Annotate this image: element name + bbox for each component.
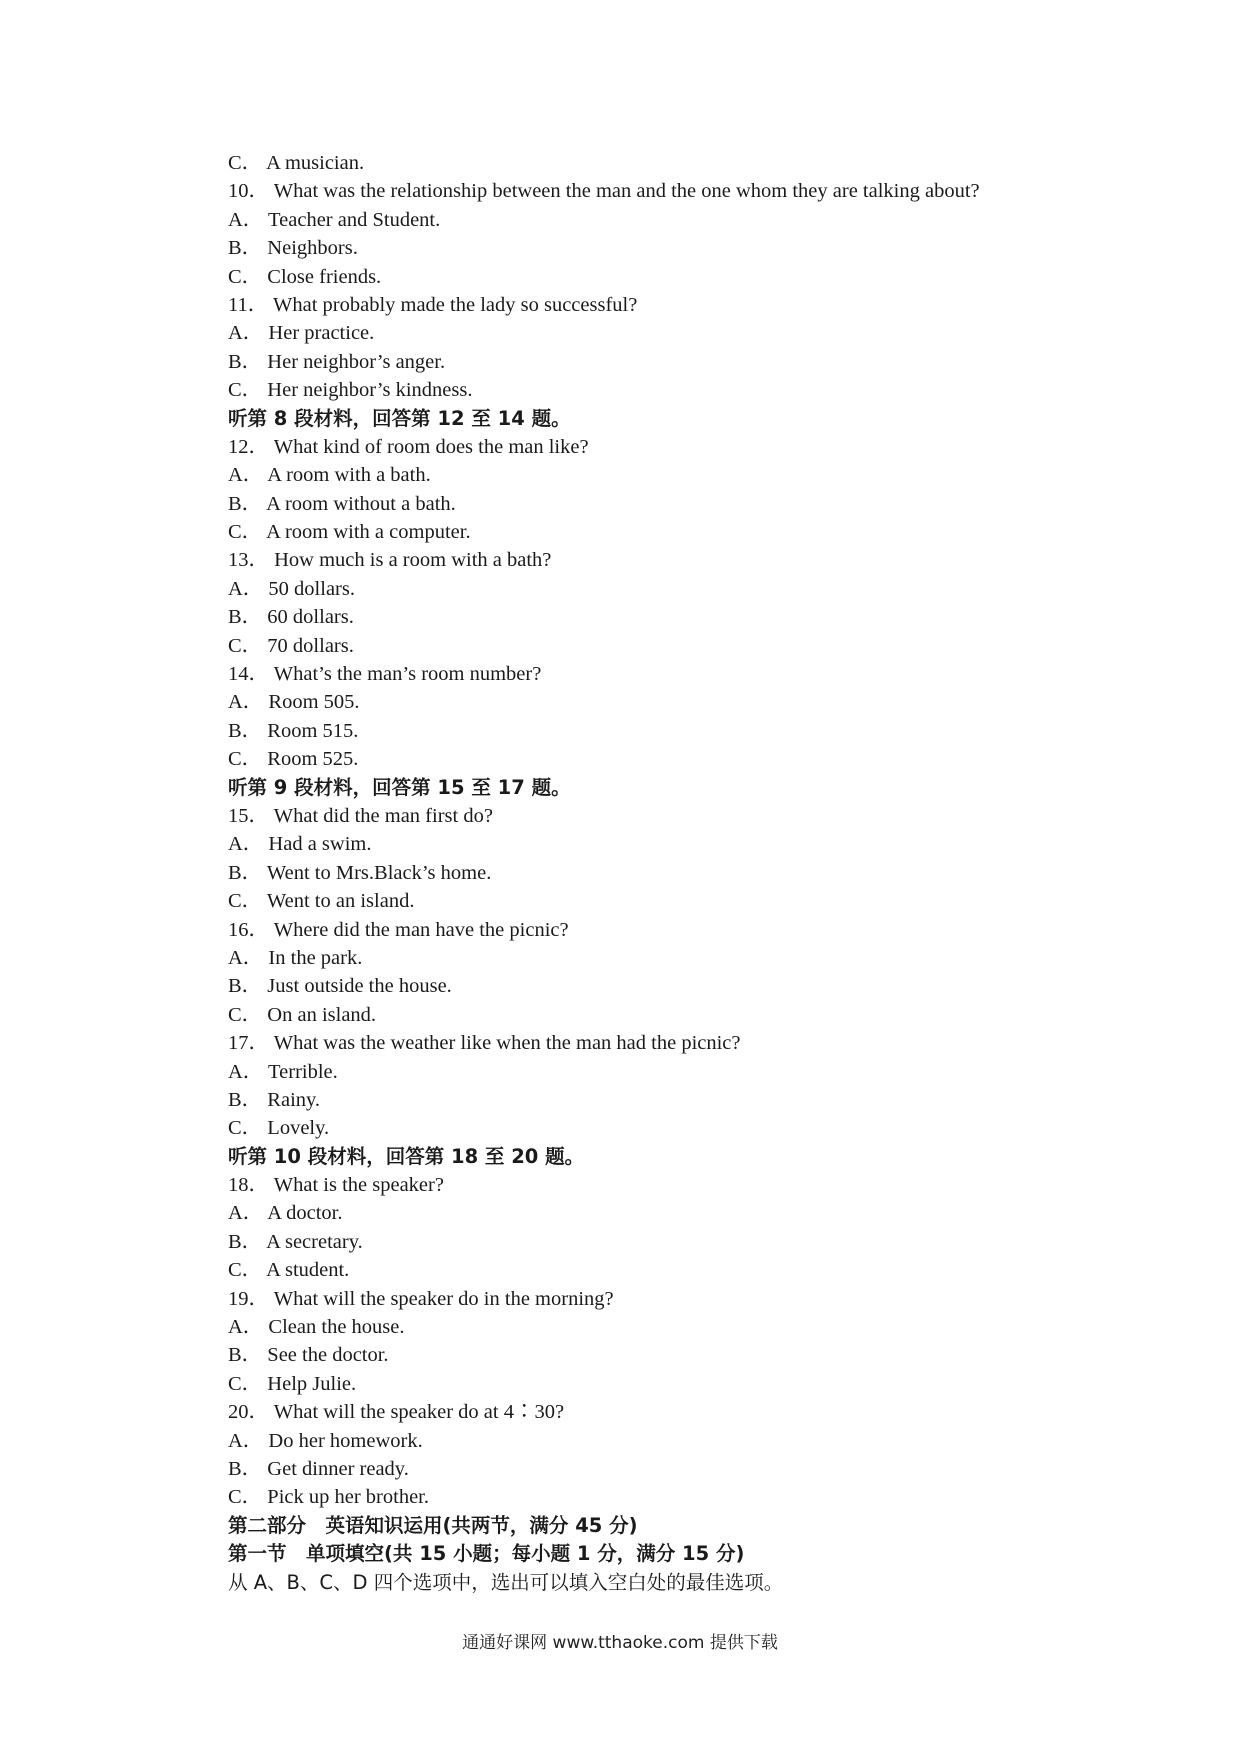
answer-option: B． A secretary. [228, 1230, 363, 1253]
question-stem: 12． What kind of room does the man like? [228, 435, 589, 458]
answer-option: C． A musician. [228, 152, 365, 174]
answer-option: C． Pick up her brother. [228, 1486, 429, 1509]
answer-option: B． Get dinner ready. [228, 1457, 409, 1480]
answer-option: B． Just outside the house. [228, 975, 452, 998]
question-stem: 19． What will the speaker do in the morning? [228, 1287, 614, 1310]
question-stem: 18． What is the speaker? [228, 1174, 444, 1197]
instruction-text: 从 A、B、C、D 四个选项中，选出可以填入空白处的最佳选项。 [228, 1570, 784, 1594]
question-stem: 10． What was the relationship between the man and the one whom they are talking about? [228, 180, 980, 203]
page-footer: 通通好课网 www.tthaoke.com 提供下载 [462, 1633, 778, 1653]
question-stem: 17． What was the weather like when the man had the picnic? [228, 1032, 741, 1055]
answer-option: B． See the doctor. [228, 1344, 389, 1367]
answer-option: A． In the park. [228, 946, 363, 969]
question-stem: 15． What did the man first do? [228, 804, 493, 827]
answer-option: B． Rainy. [228, 1088, 321, 1111]
answer-option: A． A doctor. [228, 1202, 343, 1225]
answer-option: C． A room with a computer. [228, 521, 471, 544]
answer-option: B． Went to Mrs.Black’s home. [228, 861, 492, 884]
answer-option: A． Teacher and Student. [228, 208, 441, 231]
question-stem: 20． What will the speaker do at 4∶30? [228, 1401, 565, 1424]
answer-option: A． Had a swim. [228, 833, 372, 856]
answer-option: C． Help Julie. [228, 1372, 357, 1395]
answer-option: C． Room 525. [228, 748, 359, 771]
answer-option: B． A room without a bath. [228, 492, 456, 515]
answer-option: A． Room 505. [228, 691, 360, 714]
answer-option: A． A room with a bath. [228, 464, 431, 487]
section-heading: 第一节 单项填空(共 15 小题；每小题 1 分，满分 15 分) [228, 1542, 745, 1566]
section-heading: 听第 10 段材料，回答第 18 至 20 题。 [228, 1144, 585, 1168]
answer-option: A． Terrible. [228, 1060, 338, 1083]
question-stem: 11． What probably made the lady so successful? [228, 293, 638, 316]
question-list [228, 149, 1128, 1597]
answer-option: B． Neighbors. [228, 237, 358, 260]
question-stem: 16． Where did the man have the picnic? [228, 918, 569, 941]
section-heading: 听第 8 段材料，回答第 12 至 14 题。 [228, 406, 571, 430]
answer-option: C． A student. [228, 1259, 350, 1282]
answer-option: C． Close friends. [228, 265, 382, 288]
answer-option: C． On an island. [228, 1003, 377, 1026]
answer-option: C． 70 dollars. [228, 634, 354, 657]
answer-option: B． 60 dollars. [228, 606, 354, 629]
answer-option: A． Clean the house. [228, 1316, 405, 1339]
section-heading: 第二部分 英语知识运用(共两节，满分 45 分) [228, 1513, 638, 1537]
question-stem: 13． How much is a room with a bath? [228, 549, 552, 572]
question-stem: 14． What’s the man’s room number? [228, 663, 542, 686]
answer-option: B． Her neighbor’s anger. [228, 350, 446, 373]
answer-option: C． Her neighbor’s kindness. [228, 379, 473, 402]
answer-option: C． Went to an island. [228, 890, 415, 913]
answer-option: A． 50 dollars. [228, 577, 355, 600]
answer-option: C． Lovely. [228, 1117, 330, 1140]
answer-option: A． Her practice. [228, 322, 375, 345]
answer-option: B． Room 515. [228, 719, 359, 742]
section-heading: 听第 9 段材料，回答第 15 至 17 题。 [228, 775, 571, 799]
answer-option: A． Do her homework. [228, 1429, 423, 1452]
